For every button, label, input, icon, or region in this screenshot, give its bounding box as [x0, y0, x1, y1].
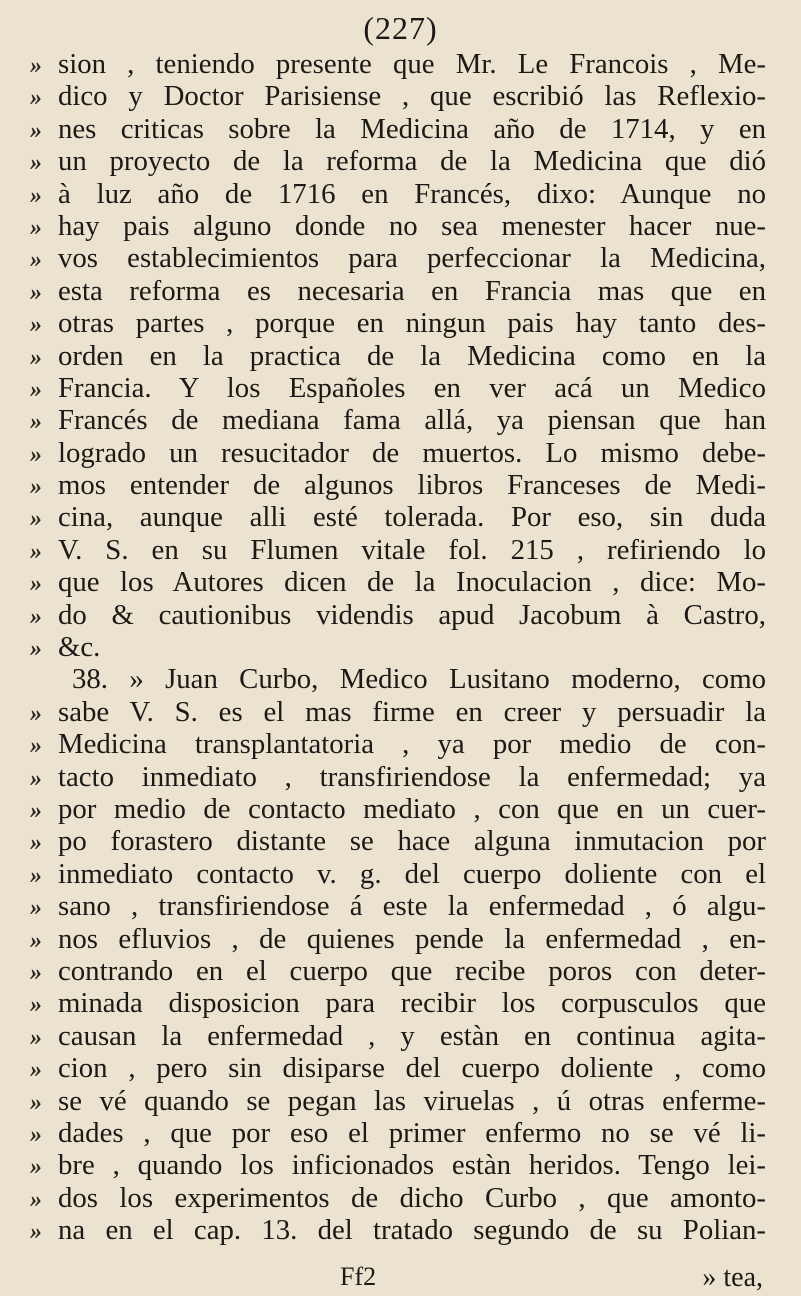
line-text: mos entender de algunos libros Franceses de Medi- [58, 469, 766, 502]
line-text: minada disposicion para recibir los corpusculos que [58, 987, 766, 1020]
quote-mark: » [30, 1057, 42, 1084]
quote-mark: » [30, 1154, 42, 1181]
text-line [30, 663, 766, 695]
quote-mark: » [30, 830, 42, 857]
text-line [30, 469, 766, 501]
line-text: dico y Doctor Parisiense , que escribió las Reflexio- [58, 80, 766, 113]
text-line [30, 145, 766, 177]
line-text: cion , pero sin disiparse del cuerpo doliente , como [58, 1052, 766, 1085]
text-line [30, 955, 766, 987]
quote-mark: » [30, 117, 42, 144]
text-line [30, 923, 766, 955]
text-line [30, 858, 766, 890]
text-line [30, 1117, 766, 1149]
quote-mark: » [30, 53, 42, 79]
quote-mark: » [30, 1024, 42, 1051]
text-line [30, 372, 766, 404]
quote-mark: » [30, 733, 42, 760]
text-line [30, 1214, 766, 1246]
text-line [30, 404, 766, 436]
line-text: Francia. Y los Españoles en ver acá un Medico [58, 371, 766, 404]
line-text: esta reforma es necesaria en Francia mas que en [58, 274, 766, 307]
text-line [30, 1149, 766, 1181]
quote-mark: » [30, 474, 42, 501]
quote-mark: » [30, 862, 42, 889]
text-line [30, 631, 766, 663]
body-text [30, 48, 766, 1246]
quote-mark: » [30, 85, 42, 112]
line-text: causan la enfermedad , y estàn en continua agita- [58, 1019, 766, 1052]
text-line [30, 793, 766, 825]
line-text: logrado un resucitador de muertos. Lo mismo debe- [58, 436, 766, 469]
quote-mark: » [30, 1186, 42, 1213]
line-text: contrando en el cuerpo que recibe poros con deter- [58, 954, 766, 987]
quote-mark: » [30, 927, 42, 954]
quote-mark: » [30, 895, 42, 922]
line-text: sabe V. S. es el mas firme en creer y persuadir la [58, 695, 766, 728]
text-line [30, 696, 766, 728]
line-text: un proyecto de la reforma de la Medicina que dió [58, 145, 766, 178]
quote-mark: » [30, 409, 42, 436]
line-text: dades , que por eso el primer enfermo no se vé li- [58, 1116, 766, 1149]
line-text: do & cautionibus videndis apud Jacobum à Castro, [58, 598, 766, 631]
text-line [30, 890, 766, 922]
line-text: se vé quando se pegan las viruelas , ú otras enferme- [58, 1084, 766, 1117]
text-line [30, 275, 766, 307]
quote-mark: » [30, 765, 42, 792]
quote-mark: » [30, 700, 42, 727]
line-text: V. S. en su Flumen vitale fol. 215 , refiriendo lo [58, 533, 766, 566]
quote-mark: » [30, 150, 42, 177]
line-text: à luz año de 1716 en Francés, dixo: Aunque no [58, 177, 766, 210]
line-text: que los Autores dicen de la Inoculacion , dice: Mo- [58, 566, 766, 599]
text-line [30, 48, 766, 80]
quote-mark: » [30, 312, 42, 339]
page-number: (227) [363, 10, 438, 46]
text-line [30, 501, 766, 533]
text-line [30, 340, 766, 372]
line-text: nos efluvios , de quienes pende la enfermedad , en- [58, 922, 766, 955]
line-text: tacto inmediato , transfiriendose la enfermedad; ya [58, 760, 766, 793]
quote-mark: » [30, 992, 42, 1019]
text-line [30, 566, 766, 598]
quote-mark: » [30, 214, 42, 241]
text-line [30, 1052, 766, 1084]
quote-mark: » [30, 182, 42, 209]
line-text: 38. » Juan Curbo, Medico Lusitano moderno, como [72, 663, 766, 696]
line-text: na en el cap. 13. del tratado segundo de su Polian- [58, 1214, 766, 1247]
quote-mark: » [30, 1121, 42, 1148]
line-text: cina, aunque alli esté tolerada. Por eso, sin duda [58, 501, 766, 534]
text-line [30, 728, 766, 760]
text-line [30, 1020, 766, 1052]
signature-mark: Ff2 [340, 1262, 377, 1291]
line-text: Francés de mediana fama allá, ya piensan que han [58, 404, 766, 437]
quote-mark: » [30, 279, 42, 306]
text-line [30, 761, 766, 793]
quote-mark: » [30, 571, 42, 598]
quote-mark: » [30, 376, 42, 403]
line-text: &c. [58, 631, 101, 664]
line-text: bre , quando los inficionados estàn heridos. Tengo lei- [58, 1149, 766, 1182]
text-line [30, 113, 766, 145]
catchword: » tea, [702, 1262, 763, 1293]
text-line [30, 437, 766, 469]
quote-mark: » [30, 506, 42, 533]
text-line [30, 987, 766, 1019]
line-text: sion , teniendo presente que Mr. Le Francois , Me- [58, 48, 766, 80]
line-text: por medio de contacto mediato , con que en un cuer- [58, 792, 766, 825]
line-text: po forastero distante se hace alguna inmutacion por [58, 825, 766, 858]
quote-mark: » [30, 247, 42, 274]
text-line [30, 599, 766, 631]
quote-mark: » [30, 344, 42, 371]
quote-mark: » [30, 1219, 42, 1246]
text-line [30, 534, 766, 566]
text-line [30, 178, 766, 210]
line-text: hay pais alguno donde no sea menester hacer nue- [58, 209, 766, 242]
line-text: dos los experimentos de dicho Curbo , que amonto- [58, 1181, 766, 1214]
quote-mark: » [30, 636, 42, 663]
text-line [30, 1182, 766, 1214]
line-text: inmediato contacto v. g. del cuerpo doliente con el [58, 857, 766, 890]
text-line [30, 80, 766, 112]
page-footer [0, 1262, 801, 1296]
line-text: otras partes , porque en ningun pais hay tanto des- [58, 307, 766, 340]
text-line [30, 210, 766, 242]
quote-mark: » [30, 538, 42, 565]
line-text: sano , transfiriendose á este la enfermedad , ó algu- [58, 890, 766, 923]
text-line [30, 825, 766, 857]
line-text: Medicina transplantatoria , ya por medio de con- [58, 728, 766, 761]
text-line [30, 242, 766, 274]
line-text: nes criticas sobre la Medicina año de 1714, y en [58, 112, 766, 145]
quote-mark: » [30, 797, 42, 824]
quote-mark: » [30, 603, 42, 630]
quote-mark: » [30, 959, 42, 986]
line-text: orden en la practica de la Medicina como en la [58, 339, 766, 372]
quote-mark: » [30, 441, 42, 468]
text-line [30, 307, 766, 339]
line-text: vos establecimientos para perfeccionar la Medicina, [58, 242, 766, 275]
text-line [30, 1085, 766, 1117]
quote-mark: » [30, 1089, 42, 1116]
